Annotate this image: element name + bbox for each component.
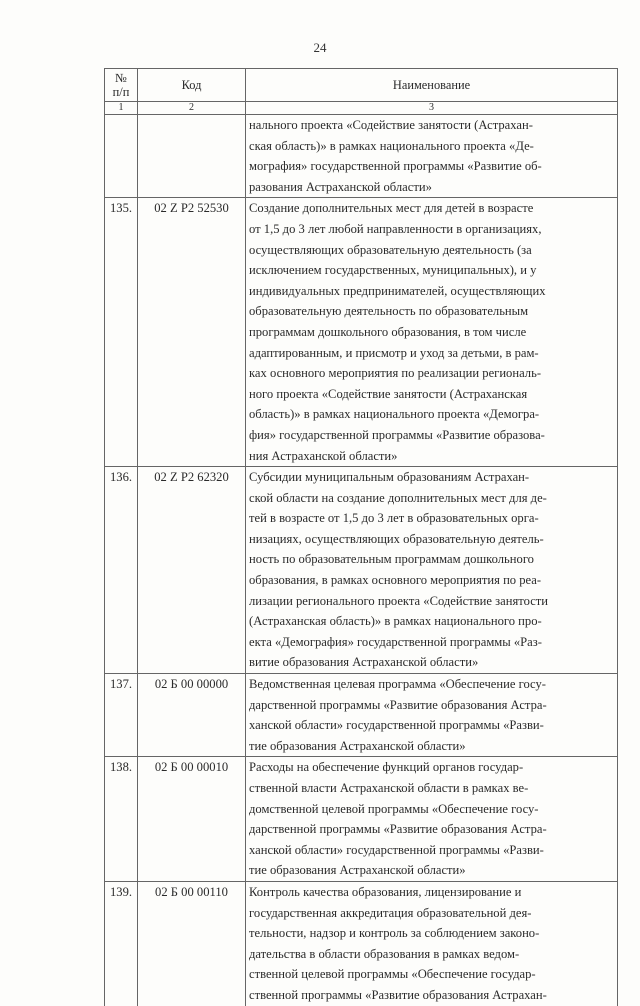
row-name-line: ственной власти Астраханской области в рамках ве- [249,781,529,795]
row-name-line: витие образования Астраханской области» [249,655,479,670]
row-number: 135. [105,198,138,467]
row-name-line: дарственной программы «Развитие образования Астра- [249,697,547,712]
row-name-line: ного проекта «Содействие занятости (Астраханская [249,386,528,401]
table-row [105,198,618,467]
column-index-1: 1 [105,102,138,115]
row-code: 02 Б 00 00000 [138,674,246,757]
row-number [105,115,138,198]
header-code: Код [138,69,246,102]
row-name-line: тие образования Астраханской области» [249,738,466,753]
row-name-line: образовательную деятельность по образовательным [249,304,529,319]
row-name-line: индивидуальных предпринимателей, осуществляющих [249,283,546,298]
header-number: № п/п [105,69,138,102]
row-name-line: екта «Демография» государственной программы «Раз- [249,634,542,649]
row-code [138,115,246,198]
row-name-line: тей в возрасте от 1,5 до 3 лет в образовательных орга- [249,511,539,526]
row-name-line: область)» в рамках национального проекта «Демогра- [249,407,540,422]
row-name-line: (Астраханская область)» в рамках национального про- [249,614,542,629]
row-name-line: ская область)» в рамках национального проекта «Де- [249,138,534,153]
row-name-line: ской области на создание дополнительных мест для де- [249,490,547,505]
row-name-line: дарственной программы «Развитие образования Астра- [249,822,547,837]
row-name-line: Субсидии муниципальным образованиям Астрахан- [249,470,530,485]
row-number: 137. [105,674,138,757]
row-name-line: ния Астраханской области» [249,448,398,463]
table-row [105,467,618,674]
row-code: 02 Б 00 00110 [138,881,246,1005]
row-name-line: ках основного мероприятия по реализации региональ- [249,366,542,381]
row-number: 138. [105,757,138,882]
row-name-line: ственной программы «Развитие образования Астрахан- [249,987,547,1002]
row-name-line: нального проекта «Содействие занятости (Астрахан- [249,118,533,132]
row-name-line: программам дошкольного образования, в том числе [249,324,527,339]
row-name [246,198,618,467]
row-code: 02 Z P2 52530 [138,198,246,467]
row-number: 136. [105,467,138,674]
column-index-row [105,102,618,115]
row-name [246,115,618,198]
row-number: 139. [105,881,138,1005]
row-name-line: Создание дополнительных мест для детей в возрасте [249,201,534,216]
row-name-line: Контроль качества образования, лицензирование и [249,884,522,899]
row-name-line: фия» государственной программы «Развитие образова- [249,427,545,442]
budget-codes-table [104,68,618,1006]
row-name-line: разования Астраханской области» [249,179,432,194]
row-name [246,757,618,882]
row-name-line: от 1,5 до 3 лет любой направленности в организациях, [249,221,542,236]
row-name-line: Ведомственная целевая программа «Обеспечение госу- [249,677,546,692]
row-name-line: низациях, осуществляющих образовательную деятель- [249,531,544,546]
row-name-line: дательства в области образования в рамках ведом- [249,946,520,961]
row-name-line: образования, в рамках основного мероприятия по реа- [249,573,542,588]
row-name-line: государственная аккредитация образовательной дея- [249,905,532,920]
row-code: 02 Б 00 00010 [138,757,246,882]
row-name-line: ханской области» государственной программы «Разви- [249,718,544,733]
table-row [105,757,618,882]
header-name: Наименование [246,69,618,102]
row-name-line: домственной целевой программы «Обеспечение госу- [249,801,539,816]
row-name-line: осуществляющих образовательную деятельность (за [249,242,532,257]
row-name-line: лизации регионального проекта «Содействие занятости [249,593,549,608]
column-index-3: 3 [246,102,618,115]
table-row [105,674,618,757]
row-name [246,467,618,674]
row-name-line: ханской области» государственной программы «Разви- [249,842,544,857]
row-name [246,674,618,757]
row-name-line: тие образования Астраханской области» [249,863,466,878]
row-name-line: тельности, надзор и контроль за соблюдением законо- [249,926,540,941]
row-name [246,881,618,1005]
table-row [105,115,618,198]
column-index-2: 2 [138,102,246,115]
row-name-line: ственной целевой программы «Обеспечение государ- [249,967,536,982]
page-number: 24 [313,40,327,55]
row-name-line: адаптированным, и присмотр и уход за детьми, в рам- [249,345,539,360]
row-name-line: Расходы на обеспечение функций органов государ- [249,760,524,775]
table-row [105,881,618,1005]
table-header-row [105,69,618,102]
row-code: 02 Z P2 62320 [138,467,246,674]
row-name-line: исключением государственных, муниципальных), и у [249,263,537,278]
row-name-line: ность по образовательным программам дошкольного [249,552,534,567]
row-name-line: мография» государственной программы «Развитие об- [249,159,542,174]
